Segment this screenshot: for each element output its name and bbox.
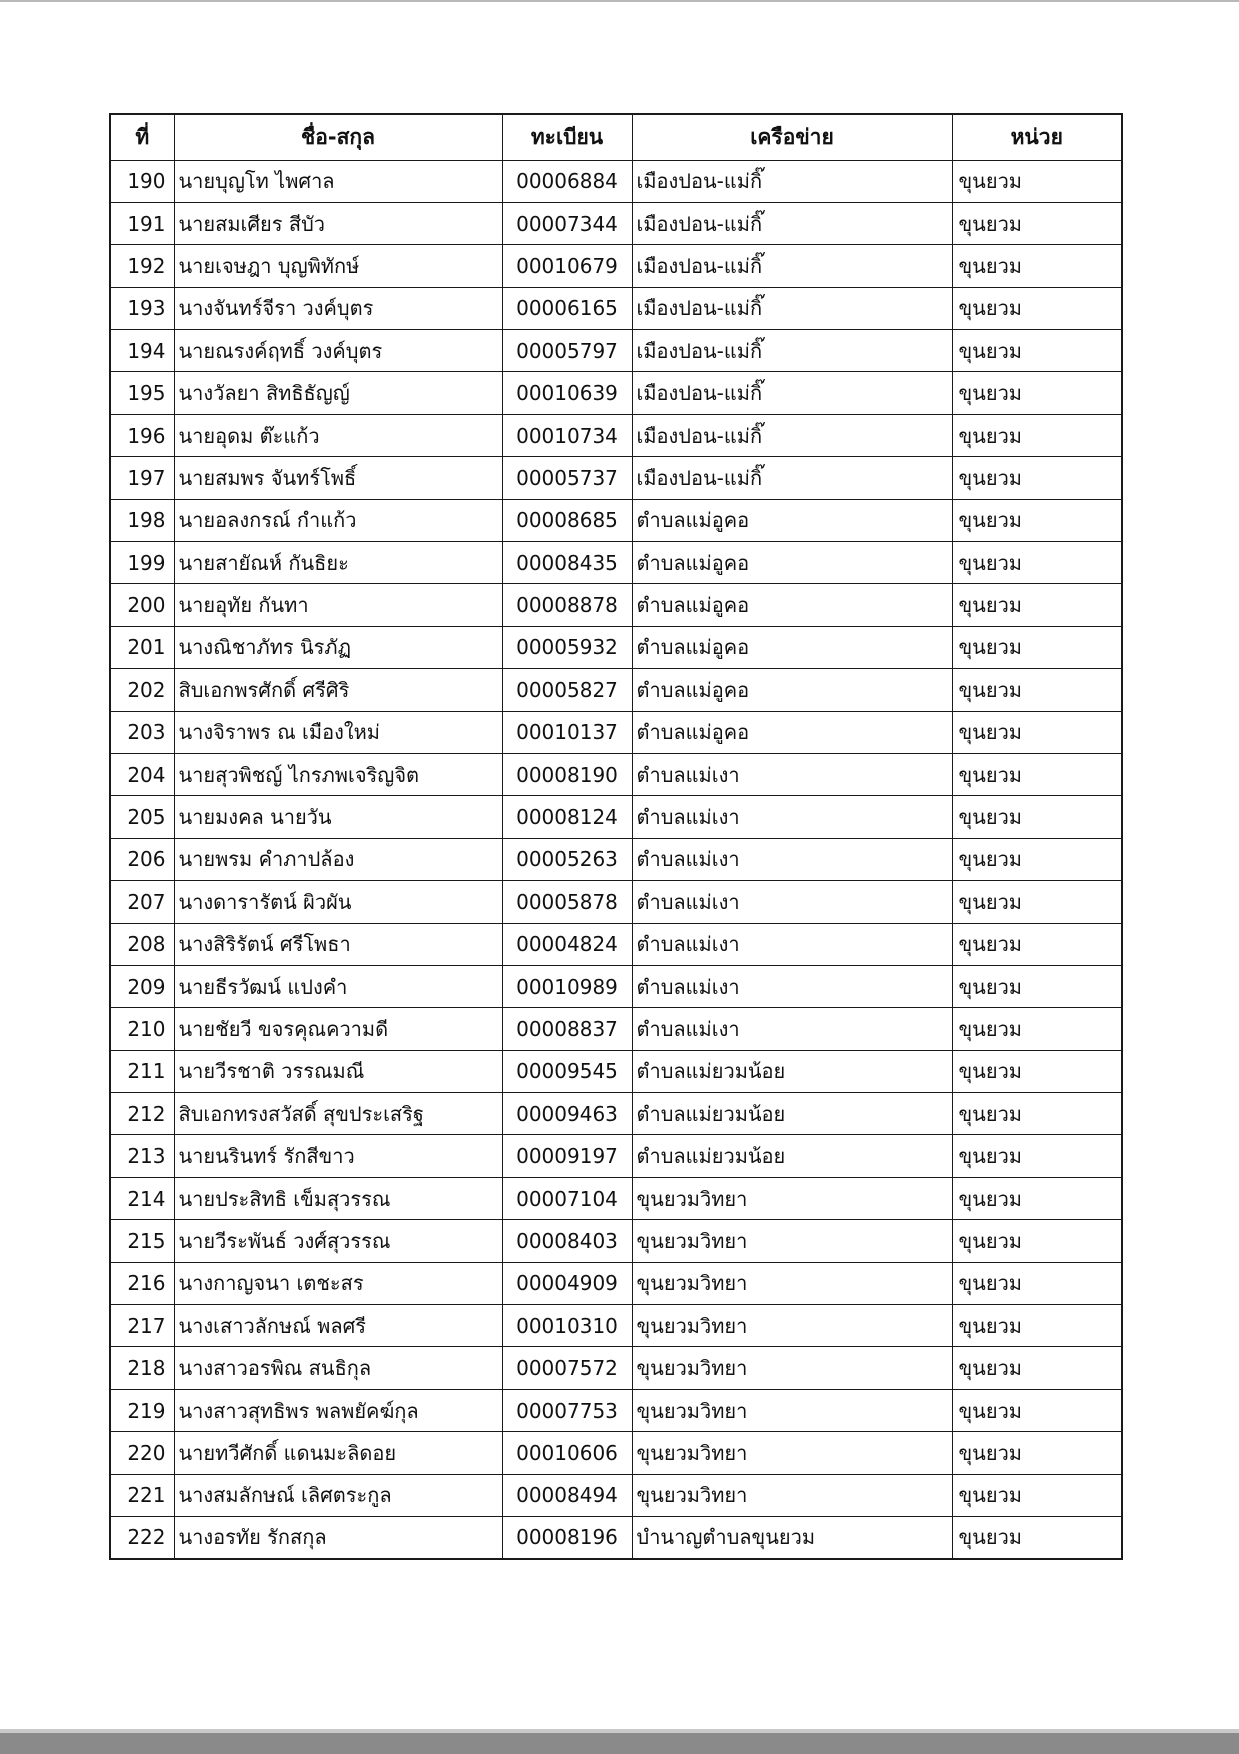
- table-row: [110, 923, 1122, 965]
- row-number: 200: [110, 584, 174, 626]
- registration-number: 00008403: [502, 1220, 632, 1262]
- row-number: 206: [110, 838, 174, 880]
- network-name: เมืองปอน-แม่กิ๊: [632, 330, 952, 372]
- member-name: นายอลงกรณ์ กำแก้ว: [174, 499, 502, 541]
- table-row: [110, 1517, 1122, 1559]
- unit-name: ขุนยวม: [952, 1305, 1122, 1347]
- table-row: [110, 1262, 1122, 1304]
- table-row: [110, 1389, 1122, 1431]
- member-name: นายบุญโท ไพศาล: [174, 160, 502, 202]
- header-network: เครือข่าย: [632, 114, 952, 160]
- registration-number: 00010310: [502, 1305, 632, 1347]
- member-name: นายวีระพันธ์ วงศ์สุวรรณ: [174, 1220, 502, 1262]
- registration-number: 00005878: [502, 881, 632, 923]
- unit-name: ขุนยวม: [952, 1347, 1122, 1389]
- unit-name: ขุนยวม: [952, 796, 1122, 838]
- member-name: นายสายัณห์ กันธิยะ: [174, 542, 502, 584]
- unit-name: ขุนยวม: [952, 330, 1122, 372]
- registration-number: 00004824: [502, 923, 632, 965]
- network-name: ตำบลแม่อูคอ: [632, 711, 952, 753]
- member-name: สิบเอกทรงสวัสดิ์ สุขประเสริฐ: [174, 1093, 502, 1135]
- header-number: ที่: [110, 114, 174, 160]
- registration-number: 00010639: [502, 372, 632, 414]
- registration-number: 00008685: [502, 499, 632, 541]
- member-name: นายธีรวัฒน์ แปงคำ: [174, 965, 502, 1007]
- scan-top-edge: [0, 0, 1239, 2]
- table-body: [110, 160, 1122, 1559]
- header-unit: หน่วย: [952, 114, 1122, 160]
- row-number: 217: [110, 1305, 174, 1347]
- row-number: 221: [110, 1474, 174, 1516]
- network-name: ตำบลแม่เงา: [632, 838, 952, 880]
- table-row: [110, 330, 1122, 372]
- registration-number: 00009197: [502, 1135, 632, 1177]
- unit-name: ขุนยวม: [952, 245, 1122, 287]
- header-registration: ทะเบียน: [502, 114, 632, 160]
- table-row: [110, 626, 1122, 668]
- registration-number: 00008494: [502, 1474, 632, 1516]
- unit-name: ขุนยวม: [952, 711, 1122, 753]
- row-number: 211: [110, 1050, 174, 1092]
- row-number: 202: [110, 669, 174, 711]
- network-name: ตำบลแม่อูคอ: [632, 626, 952, 668]
- member-name: นายอุทัย กันทา: [174, 584, 502, 626]
- table-header: [110, 114, 1122, 160]
- unit-name: ขุนยวม: [952, 753, 1122, 795]
- member-name: นางสิริรัตน์ ศรีโพธา: [174, 923, 502, 965]
- table-row: [110, 1050, 1122, 1092]
- table-row: [110, 1177, 1122, 1219]
- registration-number: 00008837: [502, 1008, 632, 1050]
- network-name: ขุนยวมวิทยา: [632, 1389, 952, 1431]
- registration-number: 00008124: [502, 796, 632, 838]
- network-name: ตำบลแม่เงา: [632, 923, 952, 965]
- table-row: [110, 1432, 1122, 1474]
- member-name: นายสมเศียร สีบัว: [174, 202, 502, 244]
- member-name: นางจันทร์จีรา วงค์บุตร: [174, 287, 502, 329]
- network-name: ตำบลแม่ยวมน้อย: [632, 1093, 952, 1135]
- registration-number: 00010137: [502, 711, 632, 753]
- registration-number: 00004909: [502, 1262, 632, 1304]
- member-name: นายชัยวี ขจรคุณความดี: [174, 1008, 502, 1050]
- member-name: นายประสิทธิ เข็มสุวรรณ: [174, 1177, 502, 1219]
- network-name: ขุนยวมวิทยา: [632, 1305, 952, 1347]
- unit-name: ขุนยวม: [952, 965, 1122, 1007]
- registration-number: 00010679: [502, 245, 632, 287]
- network-name: ตำบลแม่อูคอ: [632, 584, 952, 626]
- network-name: ตำบลแม่เงา: [632, 753, 952, 795]
- row-number: 192: [110, 245, 174, 287]
- table-row: [110, 372, 1122, 414]
- member-name: นางสาวอรพิณ สนธิกุล: [174, 1347, 502, 1389]
- table-row: [110, 414, 1122, 456]
- row-number: 213: [110, 1135, 174, 1177]
- member-name: นายพรม คำภาปล้อง: [174, 838, 502, 880]
- row-number: 194: [110, 330, 174, 372]
- row-number: 191: [110, 202, 174, 244]
- member-name: นายวีรชาติ วรรณมณี: [174, 1050, 502, 1092]
- registration-number: 00008435: [502, 542, 632, 584]
- network-name: ตำบลแม่เงา: [632, 796, 952, 838]
- network-name: ขุนยวมวิทยา: [632, 1347, 952, 1389]
- table-row: [110, 1135, 1122, 1177]
- table-row: [110, 881, 1122, 923]
- unit-name: ขุนยวม: [952, 1093, 1122, 1135]
- member-name: นายเจษฎา บุญพิทักษ์: [174, 245, 502, 287]
- row-number: 190: [110, 160, 174, 202]
- member-name: นางกาญจนา เตชะสร: [174, 1262, 502, 1304]
- row-number: 216: [110, 1262, 174, 1304]
- member-name: นางอรทัย รักสกุล: [174, 1517, 502, 1559]
- network-name: ตำบลแม่เงา: [632, 881, 952, 923]
- network-name: เมืองปอน-แม่กิ๊: [632, 160, 952, 202]
- unit-name: ขุนยวม: [952, 584, 1122, 626]
- network-name: เมืองปอน-แม่กิ๊: [632, 287, 952, 329]
- table-row: [110, 584, 1122, 626]
- row-number: 199: [110, 542, 174, 584]
- table-row: [110, 1474, 1122, 1516]
- registration-number: 00009463: [502, 1093, 632, 1135]
- registration-number: 00008196: [502, 1517, 632, 1559]
- table-row: [110, 542, 1122, 584]
- unit-name: ขุนยวม: [952, 1220, 1122, 1262]
- network-name: ขุนยวมวิทยา: [632, 1432, 952, 1474]
- row-number: 193: [110, 287, 174, 329]
- registration-number: 00008190: [502, 753, 632, 795]
- network-name: ตำบลแม่ยวมน้อย: [632, 1135, 952, 1177]
- member-name: นายอุดม ต๊ะแก้ว: [174, 414, 502, 456]
- scan-bottom-edge: [0, 1733, 1239, 1754]
- unit-name: ขุนยวม: [952, 414, 1122, 456]
- row-number: 209: [110, 965, 174, 1007]
- unit-name: ขุนยวม: [952, 202, 1122, 244]
- member-name: นางวัลยา สิทธิธัญญ์: [174, 372, 502, 414]
- table-row: [110, 838, 1122, 880]
- row-number: 220: [110, 1432, 174, 1474]
- unit-name: ขุนยวม: [952, 669, 1122, 711]
- member-name: นายสมพร จันทร์โพธิ์: [174, 457, 502, 499]
- unit-name: ขุนยวม: [952, 838, 1122, 880]
- registration-number: 00007572: [502, 1347, 632, 1389]
- table-row: [110, 1093, 1122, 1135]
- row-number: 222: [110, 1517, 174, 1559]
- registration-number: 00005797: [502, 330, 632, 372]
- unit-name: ขุนยวม: [952, 1008, 1122, 1050]
- header-row: [110, 114, 1122, 160]
- unit-name: ขุนยวม: [952, 1389, 1122, 1431]
- network-name: เมืองปอน-แม่กิ๊: [632, 245, 952, 287]
- row-number: 203: [110, 711, 174, 753]
- row-number: 208: [110, 923, 174, 965]
- network-name: บำนาญตำบลขุนยวม: [632, 1517, 952, 1559]
- table-row: [110, 160, 1122, 202]
- unit-name: ขุนยวม: [952, 542, 1122, 584]
- unit-name: ขุนยวม: [952, 1517, 1122, 1559]
- row-number: 207: [110, 881, 174, 923]
- table-row: [110, 1305, 1122, 1347]
- table-row: [110, 1347, 1122, 1389]
- row-number: 212: [110, 1093, 174, 1135]
- row-number: 210: [110, 1008, 174, 1050]
- member-name: นางจิราพร ณ เมืองใหม่: [174, 711, 502, 753]
- table-row: [110, 1008, 1122, 1050]
- row-number: 201: [110, 626, 174, 668]
- table-row: [110, 753, 1122, 795]
- network-name: ขุนยวมวิทยา: [632, 1474, 952, 1516]
- unit-name: ขุนยวม: [952, 372, 1122, 414]
- registration-number: 00005827: [502, 669, 632, 711]
- member-name: นางสมลักษณ์ เลิศตระกูล: [174, 1474, 502, 1516]
- table-row: [110, 669, 1122, 711]
- unit-name: ขุนยวม: [952, 1177, 1122, 1219]
- registration-number: 00005737: [502, 457, 632, 499]
- header-name: ชื่อ-สกุล: [174, 114, 502, 160]
- registration-number: 00010989: [502, 965, 632, 1007]
- member-name: นางดารารัตน์ ผิวผัน: [174, 881, 502, 923]
- member-name: นางเสาวลักษณ์ พลศรี: [174, 1305, 502, 1347]
- network-name: ขุนยวมวิทยา: [632, 1262, 952, 1304]
- network-name: ตำบลแม่อูคอ: [632, 499, 952, 541]
- row-number: 218: [110, 1347, 174, 1389]
- row-number: 197: [110, 457, 174, 499]
- row-number: 219: [110, 1389, 174, 1431]
- registration-number: 00007753: [502, 1389, 632, 1431]
- row-number: 205: [110, 796, 174, 838]
- network-name: ตำบลแม่เงา: [632, 965, 952, 1007]
- registration-number: 00006165: [502, 287, 632, 329]
- registration-number: 00009545: [502, 1050, 632, 1092]
- table-row: [110, 711, 1122, 753]
- unit-name: ขุนยวม: [952, 457, 1122, 499]
- network-name: เมืองปอน-แม่กิ๊: [632, 414, 952, 456]
- registration-number: 00006884: [502, 160, 632, 202]
- unit-name: ขุนยวม: [952, 923, 1122, 965]
- row-number: 195: [110, 372, 174, 414]
- unit-name: ขุนยวม: [952, 1135, 1122, 1177]
- network-name: เมืองปอน-แม่กิ๊: [632, 202, 952, 244]
- network-name: ขุนยวมวิทยา: [632, 1220, 952, 1262]
- member-name: นายณรงค์ฤทธิ์ วงค์บุตร: [174, 330, 502, 372]
- registration-number: 00007344: [502, 202, 632, 244]
- unit-name: ขุนยวม: [952, 626, 1122, 668]
- unit-name: ขุนยวม: [952, 1050, 1122, 1092]
- member-name: นางณิชาภัทร นิรภัฏ: [174, 626, 502, 668]
- registration-number: 00007104: [502, 1177, 632, 1219]
- table-row: [110, 965, 1122, 1007]
- registration-number: 00008878: [502, 584, 632, 626]
- row-number: 215: [110, 1220, 174, 1262]
- member-name: สิบเอกพรศักดิ์ ศรีศิริ: [174, 669, 502, 711]
- row-number: 198: [110, 499, 174, 541]
- member-name: นายสุวพิชญ์ ไกรภพเจริญจิต: [174, 753, 502, 795]
- member-name: นายนรินทร์ รักสีขาว: [174, 1135, 502, 1177]
- unit-name: ขุนยวม: [952, 881, 1122, 923]
- row-number: 196: [110, 414, 174, 456]
- row-number: 214: [110, 1177, 174, 1219]
- table-row: [110, 245, 1122, 287]
- table-row: [110, 499, 1122, 541]
- member-name: นายมงคล นายวัน: [174, 796, 502, 838]
- network-name: ตำบลแม่อูคอ: [632, 542, 952, 584]
- member-name: นางสาวสุทธิพร พลพยัคฆ์กุล: [174, 1389, 502, 1431]
- table-row: [110, 796, 1122, 838]
- table-row: [110, 202, 1122, 244]
- member-name: นายทวีศักดิ์ แดนมะลิดอย: [174, 1432, 502, 1474]
- network-name: ตำบลแม่เงา: [632, 1008, 952, 1050]
- table-row: [110, 287, 1122, 329]
- table-row: [110, 457, 1122, 499]
- unit-name: ขุนยวม: [952, 1432, 1122, 1474]
- unit-name: ขุนยวม: [952, 160, 1122, 202]
- network-name: เมืองปอน-แม่กิ๊: [632, 372, 952, 414]
- table-row: [110, 1220, 1122, 1262]
- network-name: ขุนยวมวิทยา: [632, 1177, 952, 1219]
- network-name: เมืองปอน-แม่กิ๊: [632, 457, 952, 499]
- unit-name: ขุนยวม: [952, 287, 1122, 329]
- registration-number: 00005263: [502, 838, 632, 880]
- unit-name: ขุนยวม: [952, 1474, 1122, 1516]
- network-name: ตำบลแม่อูคอ: [632, 669, 952, 711]
- registration-number: 00010734: [502, 414, 632, 456]
- network-name: ตำบลแม่ยวมน้อย: [632, 1050, 952, 1092]
- registration-number: 00010606: [502, 1432, 632, 1474]
- row-number: 204: [110, 753, 174, 795]
- registration-number: 00005932: [502, 626, 632, 668]
- unit-name: ขุนยวม: [952, 499, 1122, 541]
- member-table: [109, 113, 1123, 1560]
- unit-name: ขุนยวม: [952, 1262, 1122, 1304]
